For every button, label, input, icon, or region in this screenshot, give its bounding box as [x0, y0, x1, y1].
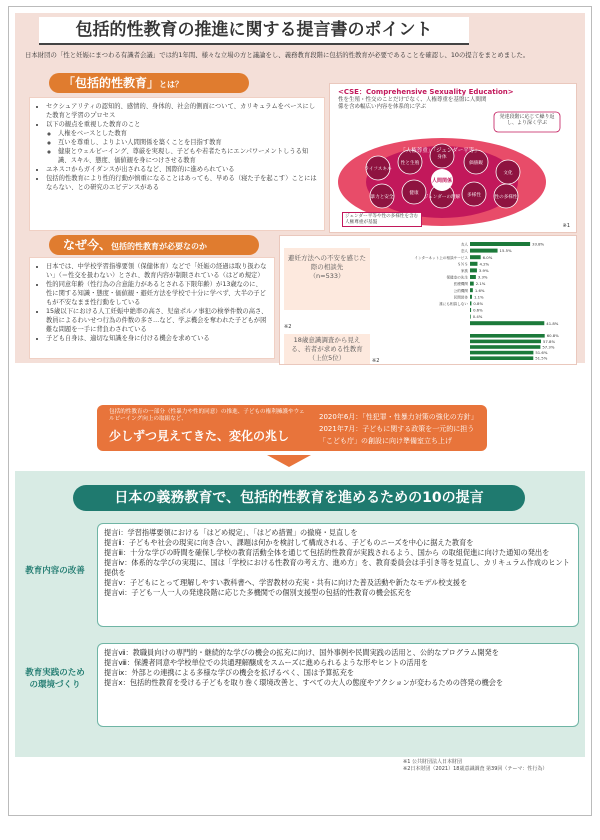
chart1-category-label: 誰にも相談しない [439, 302, 468, 306]
chart2-svg [374, 332, 574, 366]
cse-description: 性を生殖・性交のことだけでなく、人権尊重を基盤に人間関係を含め幅広い内容を体系的に学ぶ [338, 97, 487, 110]
cse-source: ※1 [562, 223, 570, 229]
chart1-value-label: 0.6% [473, 307, 483, 313]
proposal-item: 提言ⅴ：子どもにとって理解しやすい教科書へ、学習教材の充実・共有に向けた普及活動や新たなモデル校支援を [104, 578, 468, 587]
chart1-category-label: 医療機関 [453, 282, 468, 287]
cse-title: <CSE：Comprehensive Sexuality Education> [338, 88, 514, 96]
chart1-bar [470, 275, 476, 279]
timeline-item: 2020年6月：「性犯罪・性暴力対策の強化の方針」 [319, 413, 478, 421]
chart1-value-label: 0.4% [472, 314, 483, 320]
top-section [15, 13, 585, 363]
cse-node-label: ジェンダーの理解 [423, 195, 461, 200]
page-title: 包括的性教育の推進に関する提言書のポイント [39, 17, 469, 45]
chart2-value-label: 57.8% [543, 338, 556, 344]
chart1-value-label: 33.8% [532, 241, 545, 247]
banner-line1: 包括的性教育の一部分（性暴力や性的同意）の推進、子どもの権利擁護やウェルビーイング向上の取組など、 [109, 409, 305, 422]
cse-node-label: ライフスキル [364, 167, 392, 172]
cse-node-label: 性の多様性 [494, 195, 518, 200]
chart1-bar [470, 295, 472, 299]
section2-title: 教育実践のための環境づくり [25, 668, 85, 690]
chart2-bar [470, 340, 541, 344]
document-page [8, 6, 592, 816]
proposal-item: 提言ⅶ：教職員向けの専門的・継続的な学びの機会の拡充に向け、国外事例や民間実践の活用と、公的なプログラム開発を [104, 648, 499, 657]
cse-node-label: 文化 [503, 171, 513, 176]
cse-node-label: 身体 [437, 155, 447, 160]
chart1-bar [470, 308, 471, 312]
chart2-bar [470, 351, 533, 355]
cse-node-label: 価値観 [469, 161, 483, 166]
chart1-value-label: 4.2% [479, 261, 490, 267]
proposal-item: 提言ⅰ：学習指導要領における「はどめ規定」、「はどめ措置」の撤廃・見直しを [104, 528, 358, 537]
chart1-category-label: 保健室の先生 [446, 275, 468, 280]
proposals-section [15, 471, 585, 757]
down-arrow-icon [267, 455, 311, 467]
chart1-category-label: 家族 [460, 269, 468, 273]
proposal-item: 提言ⅸ：外部との連携による多様な学びの機会を拡げるべく、国は予算拡充を [104, 668, 355, 677]
cse-node-label: 性と生殖 [400, 161, 420, 166]
footnote: ※1 公共財団法人日本財団 [403, 759, 462, 765]
what-heading [49, 73, 249, 93]
cse-callout: 発達段階に応じて繰り返し、より深く学ぶ [499, 114, 555, 126]
list-item: ◦ 人権をベースとした教育 [58, 129, 318, 138]
proposal-item: 提言ⅵ：子ども一人一人の発達段階に応じた多機関での個別支援型の包括的性教育の機会拡充を [104, 588, 412, 597]
change-banner [97, 405, 487, 451]
chart1-category-label: 公的機関 [453, 288, 468, 293]
chart1-bar [470, 315, 471, 319]
chart1-svg [374, 236, 574, 332]
chart1-bar [470, 249, 498, 253]
list-item: • 子ども自身は、適切な知識を身に付ける機会を求めている [46, 334, 268, 343]
banner-timeline [319, 411, 485, 447]
chart1-title: 避妊方法への不安を感じた際の相談先 [288, 254, 366, 271]
chart1-value-label: 15.5% [499, 248, 512, 254]
chart1-bar [470, 321, 544, 325]
proposal-item: 提言ⅱ：子どもや社会の現実に向き合い、課題は何かを検討して構成される、子どものニーズを中心に据えた教育を [104, 538, 474, 547]
why-heading-suffix: 包括的性教育が必要なのか [111, 242, 208, 251]
chart2-value-label: 51.6% [535, 350, 548, 355]
why-heading [49, 235, 259, 255]
chart2-value-label: 57.3% [542, 344, 555, 350]
chart1-value-label: 41.8% [546, 320, 559, 326]
chart2-bar [470, 356, 533, 360]
chart2-note: ※2 [372, 358, 380, 364]
chart1-value-label: 3.3% [477, 274, 488, 280]
proposal-item: 提言ⅲ：十分な学びの時間を確保し学校の教育活動全体を通じて包括的性教育が実践されるよう、国から の取組促進に向けた通知の発出を [104, 548, 550, 557]
list-item: • 日本では、中学校学習指導要領（保健体育）などで「妊娠の経過は取り扱わない」（＝性交を扱わない）とされ、教育内容が制限されている（はどめ規定） [46, 262, 268, 280]
what-box [29, 97, 325, 231]
chart1-category-label: 民間団体 [453, 295, 468, 300]
chart1-category-label: 友人 [460, 242, 468, 247]
chart1-note: ※2 [284, 324, 292, 330]
proposal-item: 提言ⅹ：包括的性教育を受ける子どもを取り巻く環境改善と、すべての大人の態度やアクションが変わるための啓発の機会を [104, 678, 504, 687]
list-item: ◦ 健康とウェルビーイング、尊厳を実現し、子どもや若者たちにエンパワーメントしうる知識、スキル、態度、価値観を身につけさせる教育 [58, 147, 318, 165]
what-heading-suffix: とは？ [159, 80, 184, 89]
footnote: ※2日本財団（2021）18歳意識調査 第39回（テーマ：性行為） [403, 765, 548, 772]
chart1-bar [470, 262, 477, 266]
chart1-bar [470, 242, 530, 246]
intro-text: 日本財団の「性と妊娠にまつわる有識者会議」では約1年間、様々な立場の方と議論をし、義務教育段階に包括的性教育が必要であることを確認し、10の提言をまとめました。 [25, 51, 530, 59]
list-item: ◦ 互いを尊重し、よりよい人間関係を築くことを目指す教育 [58, 138, 318, 147]
chart2-bar [470, 345, 540, 349]
proposal-item: 提言ⅷ：保護者同意や学校単位での共通理解醸成をスムーズに進められるような形やヒントの活用を [104, 658, 428, 667]
chart1-value-label: 1.1% [473, 294, 484, 300]
cse-node-label: 暴力と安全 [370, 195, 394, 200]
chart1-category-label: 恋人 [460, 249, 468, 254]
chart1-bar [470, 255, 481, 259]
chart1-value-label: 1.6% [474, 287, 485, 293]
timeline-item: 2021年7月：子どもに関する政策を一元的に担う「こども庁」の創設に向け準備室立ち上げ [319, 425, 475, 445]
list-item: • 以下の観点を重視した教育のこと [46, 120, 318, 129]
chart1-bar [470, 288, 473, 292]
chart1-label [284, 248, 370, 310]
chart2-label: 18歳意識調査から見える、若者が求める性教育（上位5位） [284, 334, 370, 364]
chart1-category-label: ＳＮＳ [457, 262, 468, 267]
chart1-bar [470, 268, 477, 272]
list-item: • 15歳以下における人工妊娠中絶率の高さ、児童ポルノ事犯の検挙件数の高さ、教員によるわいせつ行為の件数の多さ…など、学ぶ機会を奪われた子どもが困難な問題を一手に背負わされている [46, 307, 268, 334]
cse-bubble: 「人権尊重」「ジェンダー平等」 [400, 148, 480, 154]
chart1-value-label: 6.0% [482, 254, 493, 260]
cse-note: ジェンダー平等や性の多様性を含む人権尊重が基盤 [342, 212, 422, 227]
cse-node-label: 多様性 [467, 193, 481, 198]
what-heading-main: 「包括的性教育」 [63, 76, 160, 90]
cse-diagram [329, 83, 577, 233]
list-item: • 性的同意年齢（性行為の合意能力があるとされる下限年齢）が13歳なのに、性に関する知識・態度・価値観・避妊方法を学校で十分に学べず、大半の子どもが不安なまま性行動をしている [46, 280, 268, 307]
section1-title: 教育内容の改善 [25, 566, 85, 576]
why-box [29, 257, 275, 359]
proposals-title: 日本の義務教育で、包括的性教育を進めるための10の提言 [73, 485, 525, 511]
chart1-value-label: 2.1% [475, 281, 486, 287]
chart1-category-label: インターネット上の相談サービス [414, 255, 468, 260]
chart1-value-label: 3.9% [478, 268, 489, 273]
list-item: • ユネスコからガイダンスが出されるなど、国際的に進められている [46, 165, 318, 174]
footnotes [403, 759, 547, 772]
chart1-bar [470, 301, 471, 305]
banner-headline: 少しずつ見えてきた、変化の兆し [109, 429, 290, 443]
chart2-bar [470, 334, 545, 338]
cse-node-label: 健康 [409, 191, 419, 196]
list-item: • 包括的性教育により性的行動が慎重になることはあっても、早める（寝た子を起こす）ことにはならない、との研究のエビデンスがある [46, 174, 318, 192]
charts-panel [279, 235, 577, 365]
section2-box [97, 643, 579, 727]
chart1-n: （n=533） [309, 272, 345, 280]
why-heading-main: なぜ今、 [63, 238, 112, 252]
proposal-item: 提言ⅳ：体系的な学びの実現に、国は「学校における性教育の考え方、進め方」を、教育委員会は手引き等を見直し、カリキュラム作成のヒント提供を [104, 558, 570, 577]
chart1-bar [470, 282, 474, 286]
chart2-value-label: 60.8% [546, 333, 559, 339]
list-item: • セクシュアリティの認知的、感情的、身体的、社会的側面について、カリキュラムをベースにした教育と学習のプロセス [46, 102, 318, 120]
section1-box [97, 523, 579, 627]
chart2-value-label: 51.5% [535, 355, 548, 361]
chart1-value-label: 0.8% [473, 301, 484, 306]
cse-center-label: 人間関係 [431, 178, 453, 184]
